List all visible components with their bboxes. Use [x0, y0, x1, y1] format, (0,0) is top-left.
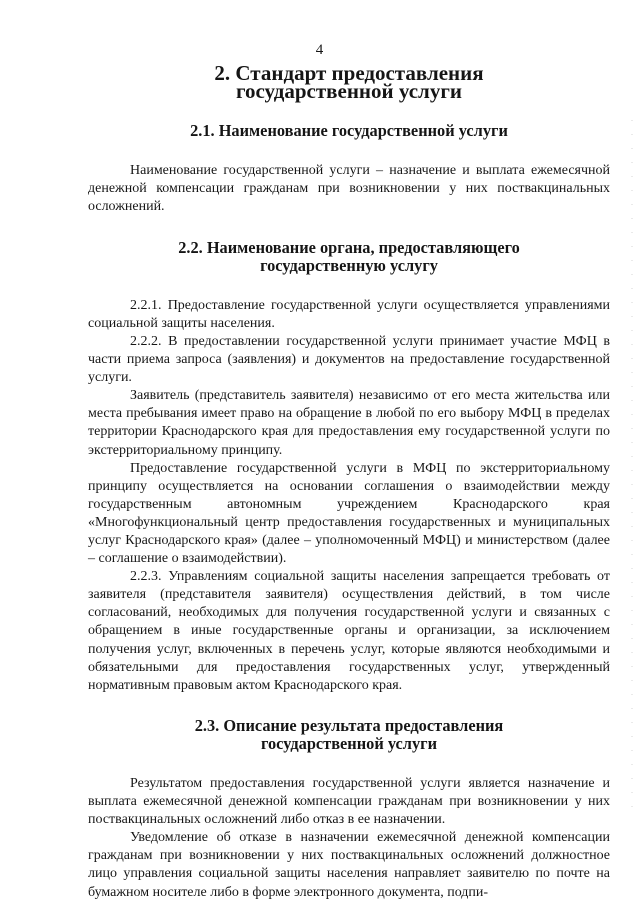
section-2-2-paragraph-5: 2.2.3. Управлениям социальной защиты населения запрещается требовать от заявителя (представителя заявителя) осуществления действий, в том числе согласований, необходимых для получения государственной услуги и связанных с обращением в иные государственные органы и организации, за исключением получения услуг, включенных в перечень услуг, которые являются необходимыми и обязательными для предоставления государственных услуг, утвержденный нормативным правовым актом Краснодарского края. [88, 569, 610, 693]
section-2-2-heading [88, 239, 610, 275]
section-2-3-paragraph-2: Уведомление об отказе в назначении ежемесячной денежной компенсации гражданам при возникновении у них поствакцинальных осложнений должностное лицо управления социальной защиты населения направляет заявителю по почте на бумажном носителе либо в форме электронного документа, подпи- [88, 830, 610, 900]
section-2-3-heading-line2: государственной услуги [260, 733, 438, 753]
section-2-1-paragraph-1: Наименование государственной услуги – назначение и выплата ежемесячной денежной компенсации гражданам при возникновении у них поствакцинальных осложнений. [88, 163, 610, 215]
page-number: 4 [315, 42, 324, 58]
scan-margin-artifact [631, 120, 633, 820]
section-2-heading-line1: 2. Стандарт предоставления [214, 61, 484, 85]
document-body [88, 61, 610, 902]
section-2-1-heading: 2.1. Наименование государственной услуги [190, 121, 508, 141]
section-2-2-paragraph-4: Предоставление государственной услуги в МФЦ по экстерриториальному принципу осуществляется на основании соглашения о взаимодействии между государственным автономным учреждением Краснодарского края «Многофункциональный центр предоставления государственных и муниципальных услуг Краснодарского края» (далее – уполномоченный МФЦ) и министерством (далее – соглашение о взаимодействии). [88, 460, 610, 567]
section-2-3-paragraph-1: Результатом предоставления государственной услуги является назначение и выплата ежемесячной денежной компенсации гражданам при возникновении у них поствакцинальных осложнений либо отказ в ее назначении. [88, 776, 610, 828]
section-2-2-paragraph-3: Заявитель (представитель заявителя) независимо от его места жительства или места пребывания имеет право на обращение в любой по его выбору МФЦ в пределах территории Краснодарского края для предоставления ему государственной услуги по экстерриториальному принципу. [88, 388, 610, 458]
section-2-2-heading-line1: 2.2. Наименование органа, предоставляющего [178, 237, 520, 257]
section-2-2-paragraph-1: 2.2.1. Предоставление государственной услуги осуществляется управлениями социальной защиты населения. [88, 297, 610, 331]
section-2-2-heading-line2: государственную услугу [260, 255, 438, 275]
section-2-3-heading-line1: 2.3. Описание результата предоставления [194, 715, 504, 735]
section-2-heading [88, 61, 610, 104]
section-2-heading-line2: государственной услуги [236, 79, 462, 104]
section-2-3-heading [88, 717, 610, 753]
section-2-2-paragraph-2: 2.2.2. В предоставлении государственной услуги принимает участие МФЦ в части приема запроса (заявления) и документов на предоставление государственной услуги. [88, 333, 610, 386]
